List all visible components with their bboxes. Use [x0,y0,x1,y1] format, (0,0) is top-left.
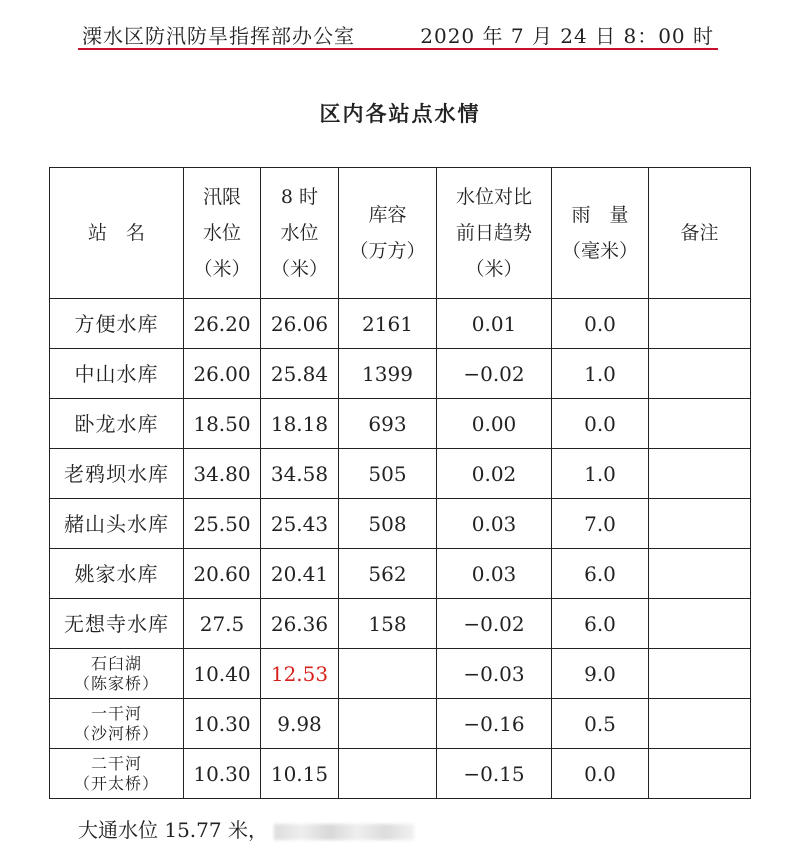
header-line: 水位对比 [455,186,532,208]
cell-limit: 26.00 [184,349,261,399]
station-name [50,749,184,799]
table-row [50,649,751,699]
station-name-line: （沙河桥） [73,723,159,743]
header-rainfall [552,168,649,299]
cell-rain: 0.5 [552,699,649,749]
cell-note [649,499,751,549]
cell-level: 9.98 [261,699,339,749]
cell-limit: 26.20 [184,299,261,349]
station-name [50,399,184,449]
header-line: （米） [465,258,523,280]
station-name [50,549,184,599]
cell-note [649,649,751,699]
header-line: 汛限 [202,186,241,208]
cell-rain: 7.0 [552,499,649,549]
header-line: 雨 量 [571,204,629,226]
cell-trend: 0.00 [437,399,552,449]
header-station [50,168,184,299]
station-name [50,649,184,699]
table-row [50,499,751,549]
header-trend [437,168,552,299]
station-name-line: 卧龙水库 [74,411,159,436]
cell-level: 20.41 [261,549,339,599]
cell-trend: −0.16 [437,699,552,749]
station-name [50,299,184,349]
cell-trend: 0.01 [437,299,552,349]
cell-capacity: 158 [339,599,437,649]
cell-trend: −0.03 [437,649,552,699]
station-name [50,449,184,499]
cell-limit: 34.80 [184,449,261,499]
station-name-line: 无想寺水库 [64,611,169,636]
station-name-line: （开太桥） [73,773,159,793]
table-row [50,349,751,399]
cell-level: 34.58 [261,449,339,499]
header-line: 备注 [680,222,719,244]
station-name-line: 中山水库 [74,361,159,386]
cell-note [649,349,751,399]
cell-rain: 9.0 [552,649,649,699]
cell-limit: 10.40 [184,649,261,699]
cell-level: 18.18 [261,399,339,449]
cell-trend: −0.02 [437,599,552,649]
cell-note [649,399,751,449]
cell-rain: 6.0 [552,599,649,649]
cell-trend: 0.02 [437,449,552,499]
cell-note [649,749,751,799]
header-line: 8 时 [280,186,319,208]
header-line: 前日趋势 [455,222,532,244]
cell-rain: 0.0 [552,399,649,449]
footer-note [78,814,414,843]
cell-capacity: 505 [339,449,437,499]
cell-capacity [339,749,437,799]
station-name [50,599,184,649]
cell-trend: −0.15 [437,749,552,799]
header-line: （米） [193,258,251,280]
cell-limit: 10.30 [184,699,261,749]
header-line: 库容 [368,204,407,226]
station-name-line: 姚家水库 [74,561,159,586]
station-name-line: 二干河 [90,753,142,773]
header-remarks [649,168,751,299]
station-name-line: 一干河 [90,703,142,723]
cell-level: 25.84 [261,349,339,399]
station-name-line: 石臼湖 [90,653,142,673]
cell-limit: 27.5 [184,599,261,649]
station-name-line: 方便水库 [74,311,159,336]
cell-note [649,449,751,499]
cell-capacity: 508 [339,499,437,549]
page-title: 区内各站点水情 [319,101,481,126]
header-line: 水位 [280,222,319,244]
cell-note [649,549,751,599]
cell-rain: 1.0 [552,449,649,499]
table-row [50,599,751,649]
cell-limit: 18.50 [184,399,261,449]
station-name [50,349,184,399]
cell-trend: 0.03 [437,549,552,599]
header-line: 水位 [202,222,241,244]
cell-level: 26.06 [261,299,339,349]
cell-level: 10.15 [261,749,339,799]
table-body [50,299,751,799]
header-line: （米） [270,258,328,280]
cell-rain: 1.0 [552,349,649,399]
cell-level: 26.36 [261,599,339,649]
header-level-8am [261,168,339,299]
station-name-line: 赭山头水库 [64,511,169,536]
table-row [50,749,751,799]
cell-note [649,699,751,749]
table-row [50,299,751,349]
cell-level: 25.43 [261,499,339,549]
issuing-office: 溧水区防汛防旱指挥部办公室 [82,24,355,48]
header-red-rule [78,48,718,50]
cell-capacity [339,649,437,699]
cell-capacity: 693 [339,399,437,449]
cell-trend: 0.03 [437,499,552,549]
cell-limit: 20.60 [184,549,261,599]
table-header-row [50,168,751,299]
station-name [50,699,184,749]
header-line: （毫米） [561,240,638,262]
table-row [50,549,751,599]
cell-rain: 0.0 [552,749,649,799]
cell-capacity: 2161 [339,299,437,349]
station-name-line: （陈家桥） [73,673,159,693]
datong-water-level: 大通水位 15.77 米， [78,818,268,842]
document-header [78,18,718,48]
water-level-table [49,167,751,799]
header-line: （万方） [349,240,426,262]
cell-trend: −0.02 [437,349,552,399]
table-row [50,449,751,499]
header-capacity [339,168,437,299]
cell-rain: 0.0 [552,299,649,349]
cell-note [649,299,751,349]
report-date: 2020 年 7 月 24 日 8：00 时 [420,24,714,48]
cell-capacity: 1399 [339,349,437,399]
station-name [50,499,184,549]
header-line: 站 名 [87,222,145,244]
table-row [50,399,751,449]
blurred-text [274,824,414,840]
cell-capacity [339,699,437,749]
station-name-line: 老鸦坝水库 [64,461,169,486]
cell-capacity: 562 [339,549,437,599]
cell-limit: 25.50 [184,499,261,549]
header-flood-limit [184,168,261,299]
cell-limit: 10.30 [184,749,261,799]
table-row [50,699,751,749]
cell-level: 12.53 [261,649,339,699]
cell-rain: 6.0 [552,549,649,599]
cell-note [649,599,751,649]
